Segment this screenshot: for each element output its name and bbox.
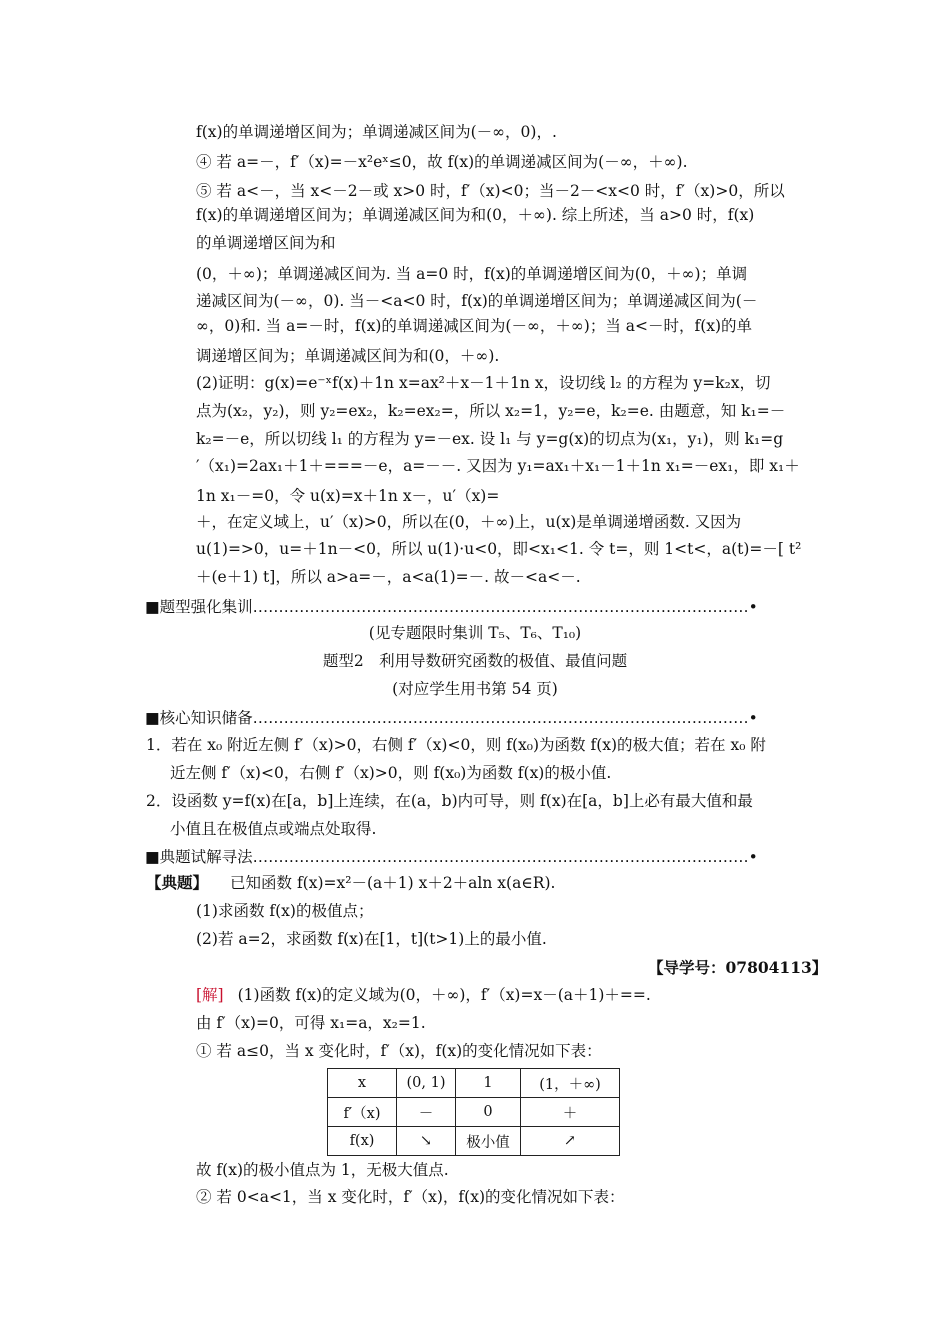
table-cell: (0, 1) xyxy=(397,1069,456,1098)
text-line: f(x)的单调递增区间为；单调递减区间为和(0，＋∞). 综上所述，当 a>0 时，f(x) xyxy=(196,206,755,224)
solution-line: ① 若 a≤0，当 x 变化时，f′（x)，f(x)的变化情况如下表： xyxy=(196,1042,602,1060)
text-line: ∞，0)和. 当 a=－时，f(x)的单调递减区间为(－∞，＋∞)；当 a<－时，f(x)的单 xyxy=(196,317,753,335)
table-cell: ↘ xyxy=(397,1127,456,1156)
solution-tag: [解] xyxy=(196,986,224,1004)
variation-table xyxy=(327,1068,620,1156)
text-line: 递减区间为(－∞，0). 当－<a<0 时，f(x)的单调递增区间为；单调递减区间为(－ xyxy=(196,292,758,310)
text-line: ④ 若 a=－，f′（x)=－x²eˣ≤0，故 f(x)的单调递减区间为(－∞，＋∞). xyxy=(196,153,688,171)
book-reference: (对应学生用书第 54 页) xyxy=(392,680,558,698)
knowledge-item: 近左侧 f′（x)<0，右侧 f′（x)>0，则 f(x₀)为函数 f(x)的极小值. xyxy=(170,764,612,782)
solution-line: ② 若 0<a<1，当 x 变化时，f′（x)，f(x)的变化情况如下表： xyxy=(196,1188,625,1206)
topic-title: 题型2 利用导数研究函数的极值、最值问题 xyxy=(322,652,628,670)
example-question-2: (2)若 a=2，求函数 f(x)在[1，t](t>1)上的最小值. xyxy=(196,930,547,948)
solution-line: 由 f′（x)=0，可得 x₁=a，x₂=1. xyxy=(196,1014,426,1032)
knowledge-item: 1．若在 x₀ 附近左侧 f′（x)>0，右侧 f′（x)<0，则 f(x₀)为函数 f(x)的极大值；若在 x₀ 附 xyxy=(146,736,766,754)
text-line: u(1)=>0，u=＋1n－<0，所以 u(1)·u<0，即<x₁<1. 令 t=，则 1<t<，a(t)=－[ t² xyxy=(196,540,802,558)
table-row xyxy=(328,1069,620,1098)
table-row xyxy=(328,1098,620,1127)
text-line: ＋，在定义域上，u′（x)>0，所以在(0，＋∞)上，u(x)是单调递增函数. 又因为 xyxy=(196,513,742,531)
text-line: (0，＋∞)；单调递减区间为. 当 a=0 时，f(x)的单调递增区间为(0，＋∞)；单调 xyxy=(196,265,748,283)
table-cell: (1，＋∞) xyxy=(521,1069,620,1098)
text-line: 调递增区间为；单调递减区间为和(0，＋∞). xyxy=(196,347,500,365)
section-header-training: ■题型强化集训……………………………………………………………………………………• xyxy=(145,598,758,616)
text-line: 点为(x₂，y₂)，则 y₂=ex₂，k₂=ex₂=，所以 x₂=1，y₂=e，k₂=e. 由题意，知 k₁=－ xyxy=(196,402,786,420)
reference-line: (见专题限时集训 T₅、T₆、T₁₀) xyxy=(368,624,582,642)
knowledge-item: 小值且在极值点或端点处取得. xyxy=(170,820,377,838)
table-cell: － xyxy=(397,1098,456,1127)
example-question-1: (1)求函数 f(x)的极值点； xyxy=(196,902,374,920)
section-header-knowledge: ■核心知识储备……………………………………………………………………………………• xyxy=(145,709,758,727)
table-cell: f(x) xyxy=(328,1127,397,1156)
table-cell: 0 xyxy=(456,1098,521,1127)
table-cell: ↗ xyxy=(521,1127,620,1156)
table-cell: x xyxy=(328,1069,397,1098)
text-line: k₂=－e，所以切线 l₁ 的方程为 y=－ex. 设 l₁ 与 y=g(x)的切点为(x₁，y₁)，则 k₁=g xyxy=(196,430,784,448)
text-line: ⑤ 若 a<－，当 x<－2－或 x>0 时，f′（x)<0；当－2－<x<0 时，f′（x)>0，所以 xyxy=(196,182,785,200)
table-cell: 1 xyxy=(456,1069,521,1098)
knowledge-item: 2．设函数 y=f(x)在[a，b]上连续，在(a，b)内可导，则 f(x)在[a，b]上必有最大值和最 xyxy=(146,792,753,810)
table-cell: f′（x) xyxy=(328,1098,397,1127)
solution-line: 故 f(x)的极小值点为 1，无极大值点. xyxy=(196,1161,449,1179)
guide-number: 【导学号：07804113】 xyxy=(648,958,828,977)
example-line xyxy=(146,873,555,893)
text-line: 1n x₁－=0，令 u(x)=x＋1n x－，u′（x)= xyxy=(196,487,500,505)
text-line: ′（x₁)=2ax₁＋1＋===－e，a=－－. 又因为 y₁=ax₁＋x₁－1＋1n x₁=－ex₁，即 x₁＋ xyxy=(196,457,800,475)
section-header-example: ■典题试解寻法……………………………………………………………………………………• xyxy=(145,848,758,866)
text-line: 的单调递增区间为和 xyxy=(196,234,336,252)
text-line: ＋(e＋1) t]，所以 a>a=－，a<a(1)=－. 故－<a<－. xyxy=(196,568,581,586)
solution-line xyxy=(196,985,651,1005)
table-cell: 极小值 xyxy=(456,1127,521,1156)
example-text: 已知函数 f(x)=x²－(a＋1) x＋2＋aln x(a∈R). xyxy=(230,874,556,892)
table-cell: ＋ xyxy=(521,1098,620,1127)
example-tag: 【典题】 xyxy=(146,873,209,892)
solution-text: (1)函数 f(x)的定义域为(0，＋∞)，f′（x)=x－(a＋1)＋==. xyxy=(237,986,651,1004)
table-row xyxy=(328,1127,620,1156)
text-line: f(x)的单调递增区间为；单调递减区间为(－∞，0)，. xyxy=(196,123,557,141)
text-line: (2)证明：g(x)=e⁻ˣf(x)＋1n x=ax²＋x－1＋1n x，设切线 l₂ 的方程为 y=k₂x，切 xyxy=(196,374,771,392)
